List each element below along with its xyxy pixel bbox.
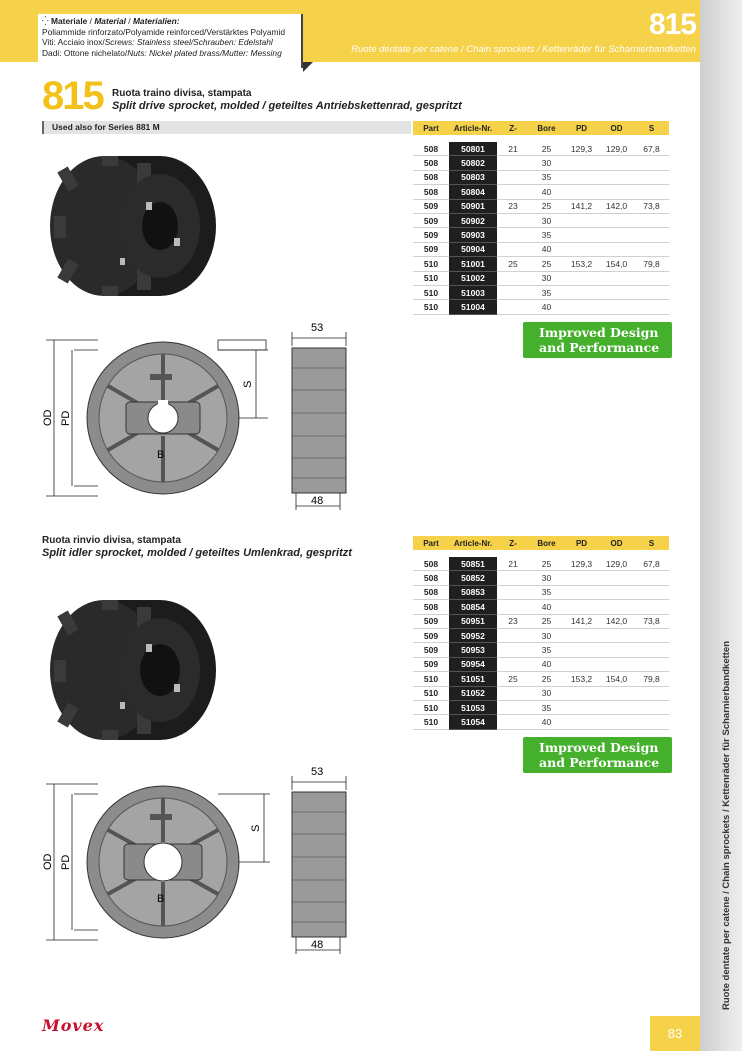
dim-width-top: 53 bbox=[311, 766, 324, 778]
part-cell: 509 bbox=[413, 228, 449, 242]
idler-sprocket-subtitle: Split idler sprocket, molded / geteiltes Umlenkrad, gespritzt bbox=[42, 547, 352, 559]
s-cell bbox=[634, 657, 669, 671]
table-row bbox=[413, 185, 669, 199]
materials-line-3-it: Dadi: Ottone nichelato/ bbox=[42, 47, 128, 58]
part-cell: 508 bbox=[413, 156, 449, 170]
bore-cell: 35 bbox=[529, 585, 564, 599]
table-row bbox=[413, 557, 669, 571]
materials-title-it: Materiale bbox=[51, 16, 88, 26]
part-cell: 510 bbox=[413, 257, 449, 271]
badge-line-2: and Performance bbox=[539, 340, 660, 355]
od-cell bbox=[599, 185, 634, 199]
article-cell: 50951 bbox=[449, 614, 497, 628]
bore-cell: 25 bbox=[529, 199, 564, 213]
od-cell bbox=[599, 271, 634, 285]
drive-sprocket-title: Ruota traino divisa, stampata bbox=[112, 88, 252, 99]
od-cell bbox=[599, 657, 634, 671]
materials-title-en: Material bbox=[94, 16, 126, 26]
part-cell: 508 bbox=[413, 170, 449, 184]
od-cell bbox=[599, 285, 634, 299]
s-cell bbox=[634, 585, 669, 599]
col-header: Z- bbox=[497, 121, 529, 135]
dim-s: S bbox=[250, 824, 262, 832]
pd-cell bbox=[564, 715, 599, 729]
od-cell bbox=[599, 643, 634, 657]
pd-cell bbox=[564, 156, 599, 170]
article-cell: 50803 bbox=[449, 170, 497, 184]
bore-cell: 25 bbox=[529, 557, 564, 571]
od-cell bbox=[599, 628, 634, 642]
table-row bbox=[413, 300, 669, 314]
table-row bbox=[413, 614, 669, 628]
bore-cell: 40 bbox=[529, 715, 564, 729]
dim-od: OD bbox=[42, 409, 54, 426]
bore-cell: 25 bbox=[529, 672, 564, 686]
improved-design-badge bbox=[523, 737, 672, 773]
dim-width-top: 53 bbox=[311, 322, 324, 334]
part-cell: 509 bbox=[413, 657, 449, 671]
col-header: PD bbox=[564, 121, 599, 135]
teeth-cell bbox=[497, 686, 529, 700]
pd-cell bbox=[564, 600, 599, 614]
teeth-cell bbox=[497, 185, 529, 199]
od-cell bbox=[599, 600, 634, 614]
part-cell: 508 bbox=[413, 571, 449, 585]
pd-cell bbox=[564, 213, 599, 227]
s-cell bbox=[634, 271, 669, 285]
materials-box: ⁛ Materiale / Material / Materialien: Poliammide rinforzato/Polyamide reinforced/Verstärktes Polyamid Viti: Acciaio inox/Screws: Stainless steel/Schrauben: Edelstahl Dadi: Ottone nichelato/Nuts: Nickel plated brass/Mutter: Messing bbox=[38, 14, 303, 68]
table-row bbox=[413, 142, 669, 156]
pd-cell bbox=[564, 271, 599, 285]
col-header: S bbox=[634, 121, 669, 135]
s-cell bbox=[634, 185, 669, 199]
badge-line-1: Improved Design bbox=[539, 325, 659, 340]
pd-cell: 141,2 bbox=[564, 614, 599, 628]
teeth-cell bbox=[497, 300, 529, 314]
article-cell: 50801 bbox=[449, 142, 497, 156]
dim-od: OD bbox=[42, 853, 54, 870]
bore-cell: 35 bbox=[529, 170, 564, 184]
col-header: OD bbox=[599, 536, 634, 550]
article-cell: 50903 bbox=[449, 228, 497, 242]
part-cell: 509 bbox=[413, 242, 449, 256]
article-cell: 50902 bbox=[449, 213, 497, 227]
pd-cell bbox=[564, 185, 599, 199]
article-cell: 50901 bbox=[449, 199, 497, 213]
s-cell bbox=[634, 170, 669, 184]
part-cell: 508 bbox=[413, 600, 449, 614]
pd-cell bbox=[564, 285, 599, 299]
od-cell: 129,0 bbox=[599, 142, 634, 156]
bore-cell: 30 bbox=[529, 628, 564, 642]
teeth-cell bbox=[497, 643, 529, 657]
col-header: Z- bbox=[497, 536, 529, 550]
article-cell: 51054 bbox=[449, 715, 497, 729]
improved-design-badge bbox=[523, 322, 672, 358]
od-cell: 154,0 bbox=[599, 672, 634, 686]
s-cell: 73,8 bbox=[634, 199, 669, 213]
table-row bbox=[413, 156, 669, 170]
bore-cell: 35 bbox=[529, 285, 564, 299]
article-cell: 51003 bbox=[449, 285, 497, 299]
article-cell: 51051 bbox=[449, 672, 497, 686]
bore-cell: 35 bbox=[529, 700, 564, 714]
teeth-cell bbox=[497, 242, 529, 256]
bore-cell: 35 bbox=[529, 228, 564, 242]
pd-cell bbox=[564, 628, 599, 642]
table-row bbox=[413, 199, 669, 213]
s-cell bbox=[634, 700, 669, 714]
table-row bbox=[413, 242, 669, 256]
idler-sprocket-title: Ruota rinvio divisa, stampata bbox=[42, 535, 181, 546]
bore-cell: 30 bbox=[529, 156, 564, 170]
od-cell bbox=[599, 213, 634, 227]
pd-cell bbox=[564, 643, 599, 657]
idler-sprocket-photo bbox=[42, 592, 217, 747]
used-also-bar: Used also for Series 881 M bbox=[42, 121, 411, 134]
teeth-cell bbox=[497, 170, 529, 184]
teeth-cell: 21 bbox=[497, 142, 529, 156]
table-row bbox=[413, 170, 669, 184]
part-cell: 509 bbox=[413, 628, 449, 642]
part-cell: 509 bbox=[413, 614, 449, 628]
bore-cell: 30 bbox=[529, 686, 564, 700]
s-cell bbox=[634, 213, 669, 227]
pd-cell bbox=[564, 300, 599, 314]
s-cell: 67,8 bbox=[634, 142, 669, 156]
col-header: OD bbox=[599, 121, 634, 135]
od-cell bbox=[599, 585, 634, 599]
od-cell bbox=[599, 700, 634, 714]
col-header: S bbox=[634, 536, 669, 550]
dim-b: B bbox=[157, 893, 165, 905]
page-number: 83 bbox=[650, 1016, 700, 1051]
article-cell: 50953 bbox=[449, 643, 497, 657]
bore-cell: 40 bbox=[529, 185, 564, 199]
dim-pd: PD bbox=[60, 410, 72, 426]
teeth-cell: 21 bbox=[497, 557, 529, 571]
dim-b: B bbox=[157, 449, 165, 461]
idler-sprocket-drawing bbox=[38, 762, 358, 962]
article-cell: 50952 bbox=[449, 628, 497, 642]
article-cell: 51002 bbox=[449, 271, 497, 285]
table-row bbox=[413, 213, 669, 227]
teeth-cell: 23 bbox=[497, 614, 529, 628]
materials-icon: ⁛ bbox=[42, 16, 49, 26]
section-series-number: 815 bbox=[42, 74, 103, 118]
s-cell bbox=[634, 228, 669, 242]
od-cell bbox=[599, 686, 634, 700]
dim-s: S bbox=[242, 380, 254, 388]
article-cell: 50853 bbox=[449, 585, 497, 599]
materials-line-2-en: Screws: Stainless steel/Schrauben: Edelstahl bbox=[104, 37, 273, 47]
part-cell: 509 bbox=[413, 213, 449, 227]
table-row bbox=[413, 228, 669, 242]
pd-cell: 141,2 bbox=[564, 199, 599, 213]
bore-cell: 25 bbox=[529, 257, 564, 271]
materials-corner bbox=[303, 62, 313, 72]
drive-sprocket-photo bbox=[42, 148, 217, 303]
article-cell: 51001 bbox=[449, 257, 497, 271]
header-subtitle: Ruote dentate per catene / Chain sprockets / Kettenräder für Scharnierbandketten bbox=[351, 44, 696, 55]
col-header: Bore bbox=[529, 536, 564, 550]
table-row bbox=[413, 700, 669, 714]
part-cell: 508 bbox=[413, 557, 449, 571]
table-row bbox=[413, 715, 669, 729]
table-row bbox=[413, 285, 669, 299]
article-cell: 51053 bbox=[449, 700, 497, 714]
col-header: PD bbox=[564, 536, 599, 550]
bore-cell: 40 bbox=[529, 600, 564, 614]
part-cell: 510 bbox=[413, 300, 449, 314]
col-header: Part bbox=[413, 536, 449, 550]
pd-cell: 153,2 bbox=[564, 257, 599, 271]
s-cell bbox=[634, 628, 669, 642]
article-cell: 50854 bbox=[449, 600, 497, 614]
side-text: Ruote dentate per catene / Chain sprockets / Kettenräder für Scharnierbandketten bbox=[721, 640, 732, 1010]
article-cell: 50851 bbox=[449, 557, 497, 571]
part-cell: 510 bbox=[413, 672, 449, 686]
teeth-cell: 25 bbox=[497, 257, 529, 271]
part-cell: 508 bbox=[413, 142, 449, 156]
article-cell: 50954 bbox=[449, 657, 497, 671]
part-cell: 510 bbox=[413, 271, 449, 285]
col-header: Article-Nr. bbox=[449, 121, 497, 135]
article-cell: 51004 bbox=[449, 300, 497, 314]
article-cell: 50904 bbox=[449, 242, 497, 256]
teeth-cell bbox=[497, 213, 529, 227]
od-cell bbox=[599, 170, 634, 184]
pd-cell: 153,2 bbox=[564, 672, 599, 686]
materials-title-de: Materialien: bbox=[132, 16, 180, 26]
pd-cell bbox=[564, 242, 599, 256]
od-cell: 129,0 bbox=[599, 557, 634, 571]
drive-sprocket-table bbox=[413, 121, 669, 315]
s-cell bbox=[634, 156, 669, 170]
part-cell: 510 bbox=[413, 285, 449, 299]
table-row bbox=[413, 271, 669, 285]
bore-cell: 30 bbox=[529, 271, 564, 285]
od-cell bbox=[599, 242, 634, 256]
col-header: Bore bbox=[529, 121, 564, 135]
table-row bbox=[413, 628, 669, 642]
teeth-cell bbox=[497, 571, 529, 585]
bore-cell: 30 bbox=[529, 571, 564, 585]
pd-cell bbox=[564, 657, 599, 671]
badge-line-2: and Performance bbox=[539, 755, 660, 770]
part-cell: 510 bbox=[413, 700, 449, 714]
teeth-cell bbox=[497, 271, 529, 285]
table-row bbox=[413, 672, 669, 686]
teeth-cell: 25 bbox=[497, 672, 529, 686]
pd-cell bbox=[564, 228, 599, 242]
col-header: Part bbox=[413, 121, 449, 135]
od-cell: 142,0 bbox=[599, 614, 634, 628]
table-row bbox=[413, 257, 669, 271]
table-row bbox=[413, 657, 669, 671]
pd-cell: 129,3 bbox=[564, 557, 599, 571]
table-row bbox=[413, 643, 669, 657]
pd-cell bbox=[564, 700, 599, 714]
od-cell: 142,0 bbox=[599, 199, 634, 213]
drive-sprocket-subtitle: Split drive sprocket, molded / geteiltes Antriebskettenrad, gespritzt bbox=[112, 100, 462, 112]
article-cell: 50852 bbox=[449, 571, 497, 585]
s-cell bbox=[634, 300, 669, 314]
teeth-cell bbox=[497, 700, 529, 714]
badge-line-1: Improved Design bbox=[539, 740, 659, 755]
table-row bbox=[413, 600, 669, 614]
materials-line-2-it: Viti: Acciaio inox/ bbox=[42, 37, 105, 47]
pd-cell bbox=[564, 571, 599, 585]
s-cell bbox=[634, 571, 669, 585]
s-cell bbox=[634, 600, 669, 614]
idler-sprocket-table bbox=[413, 536, 669, 730]
s-cell bbox=[634, 285, 669, 299]
bore-cell: 40 bbox=[529, 300, 564, 314]
bore-cell: 40 bbox=[529, 657, 564, 671]
drive-sprocket-drawing bbox=[38, 318, 358, 518]
header-series-number: 815 bbox=[648, 8, 696, 41]
dim-width-bottom: 48 bbox=[311, 495, 324, 507]
dim-pd: PD bbox=[60, 854, 72, 870]
od-cell bbox=[599, 715, 634, 729]
pd-cell bbox=[564, 686, 599, 700]
pd-cell bbox=[564, 170, 599, 184]
part-cell: 510 bbox=[413, 686, 449, 700]
teeth-cell bbox=[497, 715, 529, 729]
s-cell: 73,8 bbox=[634, 614, 669, 628]
table-row bbox=[413, 585, 669, 599]
s-cell bbox=[634, 715, 669, 729]
teeth-cell: 23 bbox=[497, 199, 529, 213]
article-cell: 50802 bbox=[449, 156, 497, 170]
teeth-cell bbox=[497, 657, 529, 671]
part-cell: 510 bbox=[413, 715, 449, 729]
od-cell bbox=[599, 228, 634, 242]
od-cell bbox=[599, 571, 634, 585]
s-cell: 79,8 bbox=[634, 257, 669, 271]
part-cell: 509 bbox=[413, 199, 449, 213]
teeth-cell bbox=[497, 628, 529, 642]
s-cell bbox=[634, 242, 669, 256]
s-cell: 67,8 bbox=[634, 557, 669, 571]
teeth-cell bbox=[497, 600, 529, 614]
part-cell: 508 bbox=[413, 585, 449, 599]
od-cell bbox=[599, 156, 634, 170]
article-cell: 51052 bbox=[449, 686, 497, 700]
bore-cell: 25 bbox=[529, 142, 564, 156]
materials-line-3-en: Nuts: Nickel plated brass/Mutter: Messing bbox=[127, 47, 282, 58]
col-header: Article-Nr. bbox=[449, 536, 497, 550]
bore-cell: 25 bbox=[529, 614, 564, 628]
teeth-cell bbox=[497, 228, 529, 242]
s-cell: 79,8 bbox=[634, 672, 669, 686]
s-cell bbox=[634, 686, 669, 700]
teeth-cell bbox=[497, 156, 529, 170]
pd-cell bbox=[564, 585, 599, 599]
pd-cell: 129,3 bbox=[564, 142, 599, 156]
od-cell bbox=[599, 300, 634, 314]
s-cell bbox=[634, 643, 669, 657]
table-row bbox=[413, 686, 669, 700]
movex-logo: Movex bbox=[42, 1016, 105, 1035]
teeth-cell bbox=[497, 585, 529, 599]
part-cell: 509 bbox=[413, 643, 449, 657]
dim-width-bottom: 48 bbox=[311, 939, 324, 951]
bore-cell: 30 bbox=[529, 213, 564, 227]
od-cell: 154,0 bbox=[599, 257, 634, 271]
bore-cell: 35 bbox=[529, 643, 564, 657]
teeth-cell bbox=[497, 285, 529, 299]
article-cell: 50804 bbox=[449, 185, 497, 199]
table-row bbox=[413, 571, 669, 585]
materials-line-1: Poliammide rinforzato/Polyamide reinforced/Verstärktes Polyamid bbox=[42, 26, 285, 37]
part-cell: 508 bbox=[413, 185, 449, 199]
bore-cell: 40 bbox=[529, 242, 564, 256]
